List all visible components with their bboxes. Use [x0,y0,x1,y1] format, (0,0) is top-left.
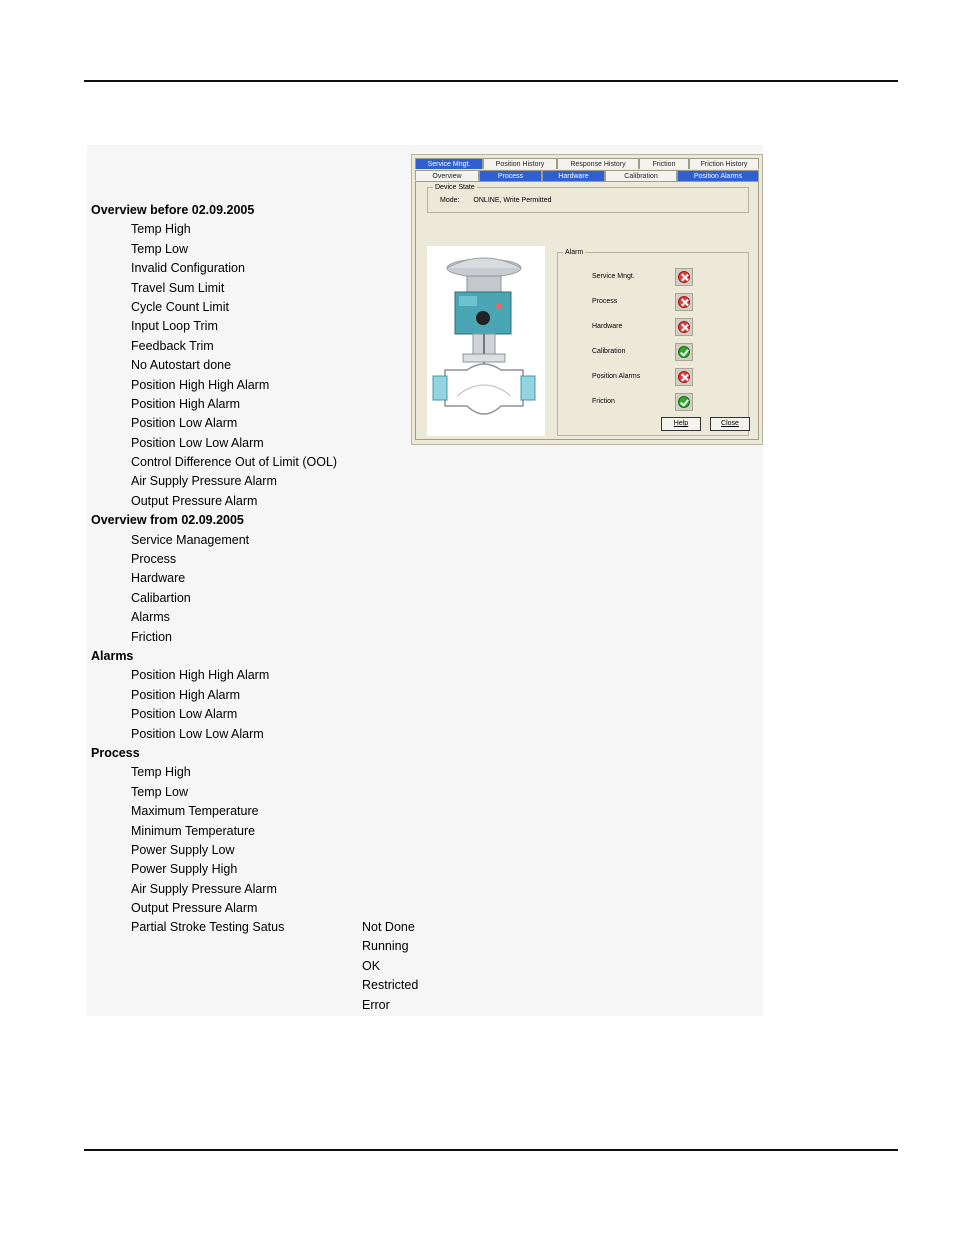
device-state-caption: Device State [435,184,475,191]
error-status-icon [675,368,693,386]
list-item: Output Pressure Alarm [131,901,258,916]
mode-label: Mode: [440,197,460,204]
pst-status-item: Not Done [362,920,415,934]
alarm-row-service-mngt [592,268,732,287]
list-item: Position Low Low Alarm [131,726,264,741]
status-overview-list [87,201,407,938]
header-rule [84,80,898,82]
alarm-label: Service Mngt. [592,273,635,280]
list-item: Hardware [131,571,186,586]
list-item: Input Loop Trim [131,319,218,334]
valve-positioner-image [427,246,545,436]
tab-position-history[interactable]: Position History [483,158,557,169]
list-item: Service Management [131,532,250,547]
device-state-group [427,184,749,213]
list-item: Control Difference Out of Limit (OOL) [131,455,338,470]
list-item: Air Supply Pressure Alarm [131,474,277,489]
valve-illustration [427,246,545,436]
help-button[interactable]: Help [661,417,701,431]
alarm-row-friction [592,393,732,412]
section-heading: Overview before 02.09.2005 [91,203,255,217]
list-item: Minimum Temperature [131,823,256,838]
list-item: Temp Low [131,241,188,256]
list-item: Temp High [131,765,191,780]
mode-value: ONLINE, Write Permitted [473,197,552,204]
alarm-row-calibration [592,343,732,362]
alarm-row-process [592,293,732,312]
list-item: Cycle Count Limit [131,299,229,314]
section-heading: Overview from 02.09.2005 [91,513,244,528]
overview-tab-body [415,181,759,440]
tab-row-front [415,170,759,181]
tab-calibration[interactable]: Calibration [605,170,677,181]
pst-status-item: Running [362,939,409,954]
list-item: Position High Alarm [131,396,241,411]
close-button[interactable]: Close [710,417,750,431]
list-item: Travel Sum Limit [131,280,225,295]
list-item: Position Low Alarm [131,416,238,431]
list-item: Temp High [131,222,191,237]
pst-status-item: Restricted [362,978,419,993]
tab-friction[interactable]: Friction [639,158,689,169]
tab-process[interactable]: Process [479,170,542,181]
ok-status-icon [675,343,693,361]
list-item: Position High Alarm [131,687,241,702]
alarm-row-hardware [592,318,732,337]
footer-rule [84,1149,898,1151]
pst-status-item: OK [362,958,381,973]
error-status-icon [675,318,693,336]
tab-friction-history[interactable]: Friction History [689,158,759,169]
section-heading: Process [91,745,140,760]
pst-status-item: Error [362,997,390,1012]
list-item: Position Low Low Alarm [131,435,264,450]
list-item: Invalid Configuration [131,261,245,276]
tab-position-alarms[interactable]: Position Alarms [677,170,759,181]
error-status-icon [675,293,693,311]
device-status-dialog [411,154,763,445]
tab-service-mngt[interactable]: Service Mngt. [415,158,483,169]
alarm-label: Friction [592,398,615,405]
list-item: Temp Low [131,784,188,799]
section-heading: Alarms [91,648,134,663]
list-item: Position High High Alarm [131,377,270,392]
list-item: Feedback Trim [131,338,214,353]
tab-row-back [415,158,759,169]
tab-overview[interactable]: Overview [415,170,479,181]
list-item: Output Pressure Alarm [131,493,258,508]
list-item: Partial Stroke Testing Satus [131,920,285,935]
list-item: Calibartion [131,590,191,605]
alarm-label: Process [592,298,618,305]
error-status-icon [675,268,693,286]
list-item: No Autostart done [131,358,232,373]
tab-hardware[interactable]: Hardware [542,170,605,181]
alarm-label: Hardware [592,323,623,330]
alarm-group [557,249,749,436]
pst-status-list [362,918,418,1015]
alarm-row-position-alarms [592,368,732,387]
alarm-label: Calibration [592,348,626,355]
list-item: Friction [131,629,172,644]
mode-line [440,197,563,204]
list-item: Position High High Alarm [131,668,270,683]
tab-response-history[interactable]: Response History [557,158,639,169]
list-item: Position Low Alarm [131,707,238,722]
list-item: Air Supply Pressure Alarm [131,881,277,896]
list-item: Alarms [131,610,170,625]
list-item: Power Supply Low [131,842,235,857]
alarm-caption: Alarm [565,249,584,256]
list-item: Process [131,552,177,567]
ok-status-icon [675,393,693,411]
list-item: Maximum Temperature [131,804,259,819]
alarm-label: Position Alarms [592,373,641,380]
list-item: Power Supply High [131,862,238,877]
